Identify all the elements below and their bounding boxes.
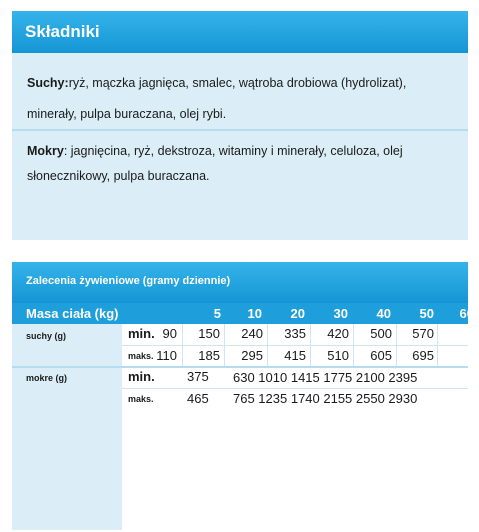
mass-label: Masa ciała (kg) — [26, 306, 119, 321]
mass-value: 30 — [333, 306, 348, 321]
wet-maks-label: maks. — [128, 394, 154, 404]
dry-min-cell: 570 — [412, 326, 434, 341]
feeding-title: Zalecenia żywieniowe (gramy dziennie) — [26, 275, 231, 287]
ingredients-panel — [12, 11, 468, 240]
mass-value: 5 — [213, 306, 221, 321]
feeding-header — [12, 262, 468, 303]
ingredients-divider — [12, 129, 468, 131]
dry-line1: ryż, mączka jagnięca, smalec, wątroba drobiowa (hydrolizat), — [68, 76, 407, 90]
mass-header-row — [12, 303, 474, 324]
dry-maks-cell: 185 — [198, 348, 220, 363]
wet-maks-rest: 765 1235 1740 2155 2550 2930 — [233, 391, 418, 406]
ingredients-header — [12, 11, 468, 53]
wet-ingredients — [27, 139, 463, 189]
mass-value: 10 — [247, 306, 262, 321]
wet-group-label: mokre (g) — [26, 373, 68, 383]
dry-min-cell: 335 — [284, 326, 306, 341]
dry-line2: minerały, pulpa buraczana, olej rybi. — [27, 107, 227, 121]
dry-min-cell: 240 — [241, 326, 263, 341]
dry-maks-cell: 110 — [156, 348, 177, 363]
grid-line — [437, 324, 438, 366]
wet-min-first: 375 — [187, 369, 209, 384]
wet-line1: : jagnięcina, ryż, dekstroza, witaminy i minerały, celuloza, olej — [63, 144, 403, 158]
grid-line — [122, 388, 468, 389]
row-label-column — [12, 324, 122, 530]
dry-group-label: suchy (g) — [26, 331, 67, 341]
dry-min-cell: 150 — [198, 326, 220, 341]
mass-value: 20 — [290, 306, 305, 321]
dry-label: Suchy: — [27, 76, 69, 90]
dry-maks-label: maks. — [128, 351, 154, 361]
dry-maks-cell: 415 — [284, 348, 306, 363]
mass-value: 60 — [459, 306, 474, 321]
wet-min-rest: 630 1010 1415 1775 2100 2395 — [233, 370, 418, 385]
wet-min-label: min. — [128, 369, 155, 384]
mass-value: 40 — [376, 306, 391, 321]
wet-line2: słonecznikowy, pulpa buraczana. — [27, 169, 210, 183]
dry-maks-cell: 510 — [327, 348, 349, 363]
dry-maks-cell: 605 — [370, 348, 392, 363]
dry-min-label: min. — [128, 326, 155, 341]
dry-min-cell: 500 — [370, 326, 392, 341]
dry-maks-cell: 295 — [241, 348, 263, 363]
grid-line — [122, 345, 468, 346]
wet-label: Mokry — [27, 144, 64, 158]
wet-maks-first: 465 — [187, 391, 209, 406]
section-divider — [12, 366, 468, 368]
dry-maks-cell: 695 — [412, 348, 434, 363]
dry-ingredients — [27, 68, 463, 130]
mass-value: 50 — [419, 306, 434, 321]
dry-min-cell: 90 — [162, 326, 177, 341]
dry-min-cell: 420 — [327, 326, 349, 341]
feeding-table — [12, 262, 474, 530]
ingredients-title: Składniki — [25, 22, 100, 41]
